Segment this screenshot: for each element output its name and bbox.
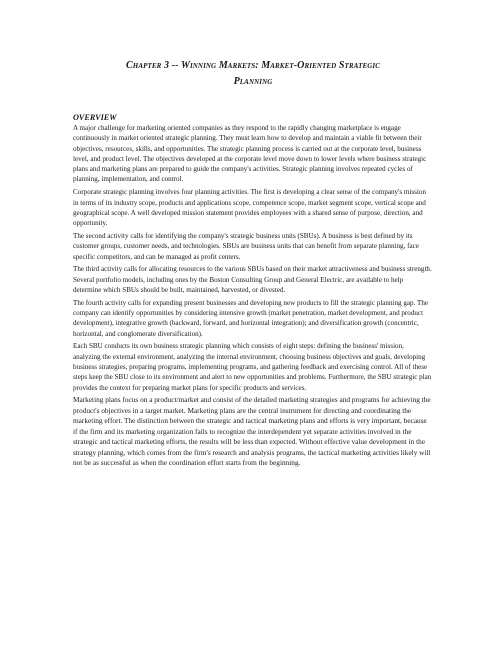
paragraph-2: Corporate strategic planning involves four planning activities. The first is developing a clear sense of the company's mission in terms of its industry scope, products and applications scope, competence scope, market segment scope, vertical scope and geographical scope. A well developed mission statement provides employees with a shared sense of purpose, direction, and opportunity. [73, 188, 426, 228]
chapter-title-line-1: Chapter 3 -- Winning Markets: Market-Oriented Strategic [126, 60, 380, 71]
paragraph-1: A major challenge for marketing oriented companies as they respond to the rapidly changing marketplace is engage continuously in market oriented strategic planning. They must learn how to develop and maintain a viable fit between their objectives, resources, skills, and opportunities. The strategic planning process is carried out at the corporate level, business level, and product level. The objectives developed at the corporate level move down to lower levels where business strategic plans and marketing plans are prepared to guide the company's activities. Strategic planning involves repeated cycles of planning, implementation, and control. [73, 124, 427, 184]
paragraph-6: Each SBU conducts its own business strategic planning which consists of eight steps: defining the business' mission, analyzing the external environment, analyzing the internal environment, choosing business objectives and goals, developing business strategies, preparing programs, implementing programs, and gathering feedback and exercising control. All of these steps keep the SBU close to its environment and alert to new opportunities and problems. Furthermore, the SBU strategic plan provides the context for preparing market plans for specific products and services. [73, 342, 432, 392]
chapter-title-line-2: Planning [233, 76, 273, 87]
paragraph-5: The fourth activity calls for expanding present businesses and developing new products to fill the strategic planning gap. The company can identify opportunities by considering intensive growth (market penetration, market development, and product development), integrative growth (backward, forward, and horizontal integration); and diversification growth (concentric, horizontal, and conglomerate diversification). [73, 298, 429, 338]
paragraph-3: The second activity calls for identifying the company's strategic business units (SBUs). A business is best defined by its customer groups, customer needs, and technologies. SBUs are business units that can benefit from separate planning, face specific competitors, and can be managed as profit centers. [73, 231, 419, 261]
section-heading-overview: OVERVIEW [73, 113, 117, 122]
paragraph-4: The third activity calls for allocating resources to the various SBUs based on their market attractiveness and business strength. Several portfolio models, including ones by the Boston Consulting Group and General Electric, are available to help determine which SBUs should be built, maintained, harvested, or divested. [73, 265, 432, 294]
chapter-title [73, 58, 433, 90]
document-page [73, 58, 433, 471]
paragraph-7: Marketing plans focus on a product/market and consist of the detailed marketing strategies and programs for achieving the product's objectives in a target market. Marketing plans are the central instrument for directing and coordinating the marketing effort. The distinction between the strategic and tactical marketing plans and efforts is very important, because if the firm and its marketing organization fails to recognize the interdependent yet separate activities involved in the strategic and tactical marketing efforts, the results will be less than expected. Without effective value development in the strategy planning, which comes from the firm's research and analysis programs, the tactical marketing activities likely will not be as successful as when the coordination effort starts from the beginning. [73, 395, 431, 468]
